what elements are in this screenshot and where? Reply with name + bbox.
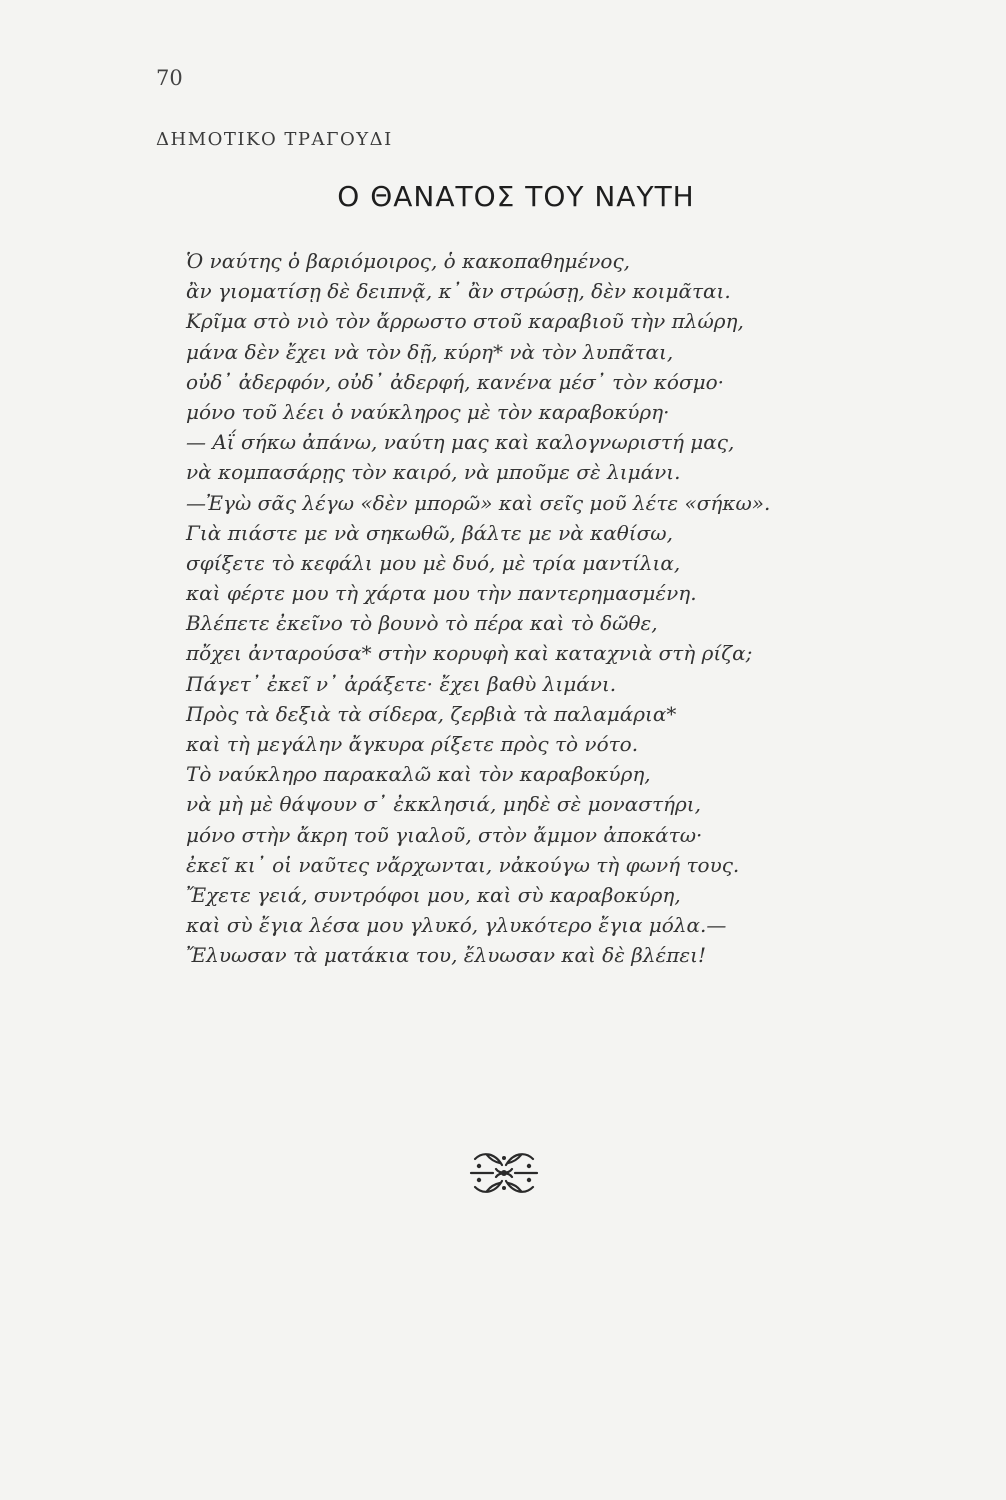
- poem-body: [186, 246, 876, 971]
- verse-line: Κρῖμα στὸ νιὸ τὸν ἄρρωστο στοῦ καραβιοῦ τὴν πλώρη,: [186, 309, 744, 334]
- verse-line: μόνο τοῦ λέει ὁ ναύκληρος μὲ τὸν καραβοκύρη·: [186, 399, 670, 424]
- section-label: ΔΗΜΟΤΙΚΟ ΤΡΑΓΟΥΔΙ: [156, 129, 393, 150]
- verse-line: καὶ τὴ μεγάλην ἄγκυρα ρίξετε πρὸς τὸ νότο.: [186, 732, 639, 756]
- verse-line: νὰ κομπασάρῃς τὸν καιρό, νὰ μποῦμε σὲ λιμάνι.: [186, 460, 681, 485]
- floral-ornament-icon: [469, 1149, 539, 1197]
- verse-line: Πρὸς τὰ δεξιὰ τὰ σίδερα, ζερβιὰ τὰ παλαμάρια*: [186, 701, 677, 726]
- verse-line: σφίξετε τὸ κεφάλι μου μὲ δυό, μὲ τρία μαντίλια,: [186, 550, 681, 575]
- verse-line: —Ἐγὼ σᾶς λέγω «δὲν μπορῶ» καὶ σεῖς μοῦ λέτε «σήκω».: [186, 490, 771, 515]
- verse-line: καὶ σὺ ἔγια λέσα μου γλυκό, γλυκότερο ἔγια μόλα.—: [186, 913, 727, 938]
- verse-line: — Αΐ σήκω ἀπάνω, ναύτη μας καὶ καλογνωριστή μας,: [186, 430, 735, 455]
- verse-line: Γιὰ πιάστε με νὰ σηκωθῶ, βάλτε με νὰ καθίσω,: [186, 520, 673, 545]
- verse-line: νὰ μὴ μὲ θάψουν σ᾽ ἐκκλησιά, μηδὲ σὲ μοναστήρι,: [186, 792, 701, 817]
- verse-line: Πάγετ᾽ ἐκεῖ ν᾽ ἀράξετε· ἔχει βαθὺ λιμάνι.: [186, 671, 617, 696]
- poem-title: Ο ΘΑΝΑΤΟΣ ΤΟΥ ΝΑΥΤΗ: [337, 180, 695, 213]
- verse-line: Βλέπετε ἐκεῖνο τὸ βουνὸ τὸ πέρα καὶ τὸ δῶθε,: [186, 611, 658, 636]
- verse-line: καὶ φέρτε μου τὴ χάρτα μου τὴν παντερημασμένη.: [186, 581, 697, 606]
- verse-line: Ὁ ναύτης ὁ βαριόμοιρος, ὁ κακοπαθημένος,: [186, 249, 631, 273]
- verse-line: οὐδ᾽ ἀδερφόν, οὐδ᾽ ἀδερφή, κανένα μέσ᾽ τὸν κόσμο·: [186, 369, 724, 394]
- verse-line: Ἔχετε γειά, συντρόφοι μου, καὶ σὺ καραβοκύρη,: [186, 882, 681, 907]
- verse-line: ἂν γιοματίσῃ δὲ δειπνᾷ, κ᾽ ἂν στρώσῃ, δὲν κοιμᾶται.: [186, 279, 731, 304]
- verse-line: μάνα δὲν ἔχει νὰ τὸν δῇ, κύρη* νὰ τὸν λυπᾶται,: [186, 339, 674, 364]
- verse-line: Τὸ ναύκληρο παρακαλῶ καὶ τὸν καραβοκύρη,: [186, 762, 651, 787]
- page-number: 70: [156, 66, 183, 90]
- verse-line: μόνο στὴν ἄκρη τοῦ γιαλοῦ, στὸν ἄμμον ἀποκάτω·: [186, 822, 703, 847]
- verse-line: πὄχει ἀνταρούσα* στὴν κορυφὴ καὶ καταχνιὰ στὴ ρίζα;: [186, 641, 753, 666]
- verse-line: Ἔλυωσαν τὰ ματάκια του, ἔλυωσαν καὶ δὲ βλέπει!: [186, 943, 707, 968]
- verse-line: ἐκεῖ κι᾽ οἱ ναῦτες νἄρχωνται, νἀκούγω τὴ φωνή τους.: [186, 852, 740, 877]
